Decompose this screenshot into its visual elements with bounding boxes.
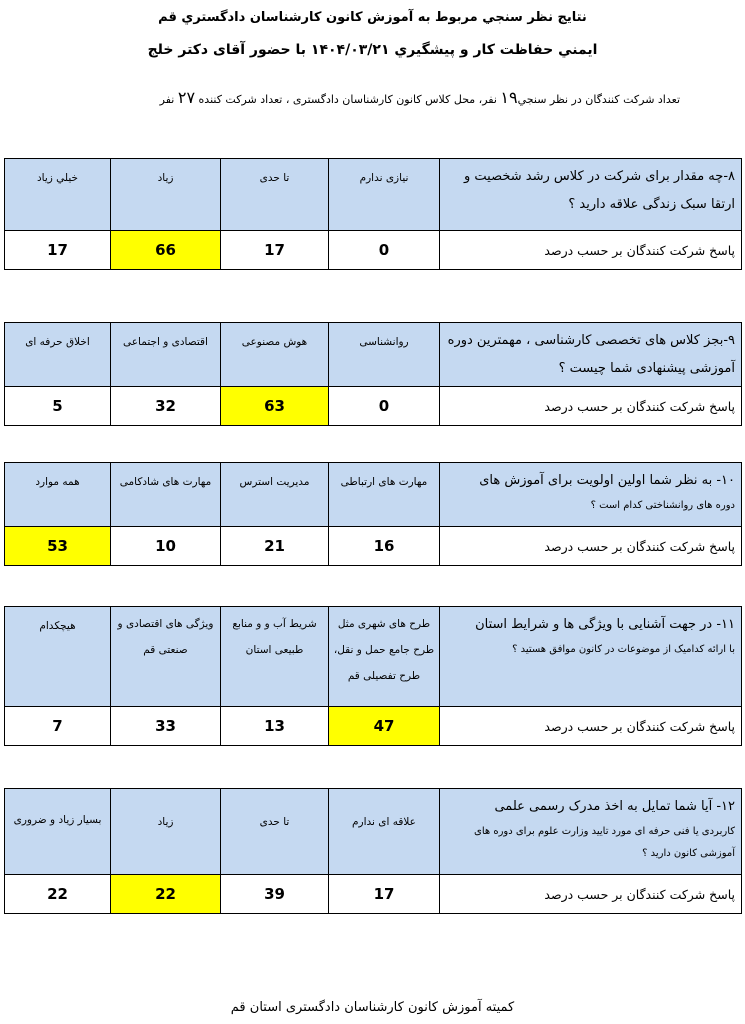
info-prefix: تعداد شرکت کنندگان در نظر سنجي <box>517 93 680 106</box>
percent-value: 22 <box>5 875 111 914</box>
option-header: خيلي زياد <box>5 159 111 231</box>
option-header: شریط آب و و منابع طبیعی استان <box>221 607 329 707</box>
percent-value: 39 <box>221 875 329 914</box>
option-header: زیاد <box>111 789 221 875</box>
option-header: مهارت های ارتباطی <box>329 463 440 527</box>
percent-value: 17 <box>221 231 329 270</box>
question-text: ۸-چه مقدار برای شرکت در کلاس رشد شخصيت و ارتقا سبک زندگی علاقه دارید ؟ <box>440 159 742 231</box>
info-middle: نفر، محل کلاس کانون کارشناسان دادگستری ، تعداد شرکت کننده <box>195 93 501 106</box>
option-header: ویژگی های اقتصادی و صنعتی قم <box>111 607 221 707</box>
row-label: پاسخ شرکت کنندگان بر حسب درصد <box>440 707 742 746</box>
row-label: پاسخ شرکت کنندگان بر حسب درصد <box>440 875 742 914</box>
percent-value: 17 <box>5 231 111 270</box>
percent-value: 21 <box>221 527 329 566</box>
footer-text: کميته آموزش کانون کارشناسان دادگستری استان قم <box>230 1000 515 1015</box>
percent-value: 0 <box>329 387 440 426</box>
option-header: اخلاق حرفه ای <box>5 323 111 387</box>
question-text: ۱۲- آیا شما تمایل به اخذ مدرک رسمی علمی <box>494 799 735 814</box>
participants-info <box>60 88 680 107</box>
option-header: زیاد <box>111 159 221 231</box>
option-header: نيازی ندارم <box>329 159 440 231</box>
question-subtext: کاربردی يا فنی حرفه ای مورد تایید وزارت علوم برای دوره های آموزشی کانون دارید ؟ <box>474 826 735 859</box>
info-count-respondents: ۱۹ <box>500 88 518 107</box>
option-header: اقتصادی و اجتماعی <box>111 323 221 387</box>
question-table-9 <box>4 322 742 426</box>
percent-value: 33 <box>111 707 221 746</box>
percent-value: 7 <box>5 707 111 746</box>
row-label: پاسخ شرکت کنندگان بر حسب درصد <box>440 387 742 426</box>
info-suffix: نفر <box>159 93 178 106</box>
row-label: پاسخ شرکت کنندگان بر حسب درصد <box>440 527 742 566</box>
percent-value-highlighted: 53 <box>5 527 111 566</box>
question-table-11 <box>4 606 742 746</box>
option-header: علاقه ای ندارم <box>329 789 440 875</box>
percent-value: 13 <box>221 707 329 746</box>
option-header: تا حدی <box>221 159 329 231</box>
info-count-attendees: ۲۷ <box>177 88 196 107</box>
question-subtext: دوره های روانشناختی کدام است ؟ <box>590 500 735 511</box>
option-header: مدیریت استرس <box>221 463 329 527</box>
option-header: طرح های شهری مثل طرح جامع حمل و نقل، طرح تفصیلی قم <box>329 607 440 707</box>
percent-value: 16 <box>329 527 440 566</box>
option-header: بسیار زیاد و ضروری <box>5 789 111 875</box>
question-cell <box>440 789 742 875</box>
row-label: پاسخ شرکت کنندگان بر حسب درصد <box>440 231 742 270</box>
question-table-8 <box>4 158 742 270</box>
question-cell <box>440 607 742 707</box>
percent-value-highlighted: 63 <box>221 387 329 426</box>
option-header: هیچکدام <box>5 607 111 707</box>
question-text: ۹-بجز کلاس های تخصصی کارشناسی ، مهمترین دوره آموزشی پیشنهادی شما چیست ؟ <box>440 323 742 387</box>
question-subtext: با ارائه کدامیک از موضوعات در کانون موافق هستید ؟ <box>512 644 735 655</box>
option-header: تا حدی <box>221 789 329 875</box>
percent-value: 5 <box>5 387 111 426</box>
document-subtitle: ايمني حفاظت کار و پيشگيري ۱۴۰۴/۰۳/۲۱ با حضور آقای دکتر خلج <box>147 42 598 58</box>
percent-value: 10 <box>111 527 221 566</box>
question-text: ۱۰- به نظر شما اولين اولويت برای آموزش های <box>479 473 735 488</box>
question-table-12 <box>4 788 742 914</box>
option-header: روانشناسی <box>329 323 440 387</box>
percent-value-highlighted: 66 <box>111 231 221 270</box>
percent-value: 32 <box>111 387 221 426</box>
percent-value-highlighted: 22 <box>111 875 221 914</box>
option-header: مهارت های شادکامی <box>111 463 221 527</box>
question-table-10 <box>4 462 742 566</box>
document-title: نتایج نظر سنجي مربوط به آموزش کانون کارشناسان دادگستري قم <box>158 10 587 25</box>
option-header: هوش مصنوعی <box>221 323 329 387</box>
question-text: ۱۱- در جهت آشنایی با ويژگی ها و شرايط استان <box>475 617 735 632</box>
percent-value: 0 <box>329 231 440 270</box>
percent-value-highlighted: 47 <box>329 707 440 746</box>
question-cell <box>440 463 742 527</box>
option-header: همه موارد <box>5 463 111 527</box>
percent-value: 17 <box>329 875 440 914</box>
